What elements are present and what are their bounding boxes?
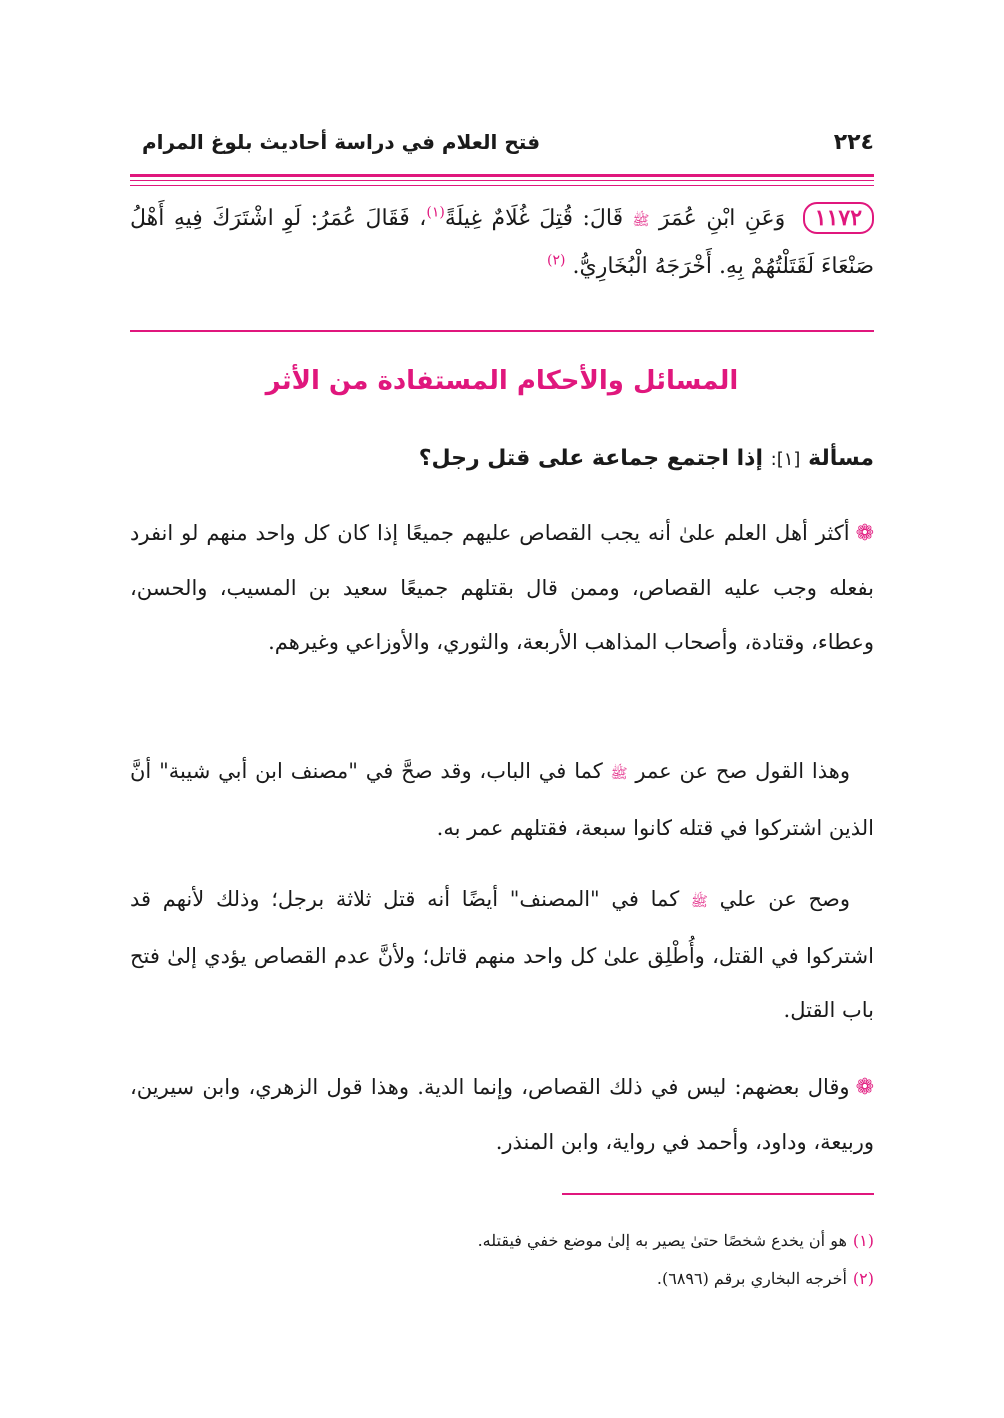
footnote-marker: (١)	[852, 1231, 874, 1250]
paragraph-ali-report	[130, 872, 874, 1037]
issue-label: مسألة	[808, 446, 874, 471]
paragraph-majority-view	[130, 506, 874, 669]
header-rule-thin	[130, 180, 874, 181]
flower-bullet-icon: ❁	[855, 521, 874, 546]
issue-heading	[130, 446, 874, 471]
page-header	[130, 128, 874, 168]
page-number: ٢٢٤	[833, 130, 874, 155]
footnote-divider	[562, 1193, 874, 1195]
hadith-text-b: قَالَ: قُتِلَ غُلَامٌ غِيلَةً	[444, 206, 624, 231]
paragraph-text: وصح عن علي	[719, 887, 850, 911]
honorific-glyph: ﷺ	[690, 894, 708, 910]
section-divider	[130, 330, 874, 332]
footnote-text: أخرجه البخاري برقم (٦٨٩٦).	[656, 1269, 847, 1288]
header-rule-thick	[130, 174, 874, 177]
paragraph-text: أكثر أهل العلم علىٰ أنه يجب القصاص عليهم جميعًا إذا كان كل واحد منهم لو انفرد بفعله وجب عليه القصاص، وممن قال بقتلهم جميعًا سعيد بن المسيب، والحسن، وعطاء، وقتادة، وأصحاب المذاهب الأربعة، والثوري، والأوزاعي وغيرهم.	[130, 521, 874, 654]
footnote-2	[130, 1260, 874, 1298]
footnote-text: هو أن يخدع شخصًا حتىٰ يصير به إلىٰ موضع خفي فيقتله.	[477, 1231, 847, 1250]
hadith-text-c: ، فَقَالَ عُمَرُ: لَوِ اشْتَرَكَ فِيهِ أَهْلُ صَنْعَاءَ لَقَتَلْتُهُمْ بِهِ. أَخْرَجَهُ الْبُخَارِيُّ.	[130, 206, 874, 279]
honorific-glyph: ﷺ	[632, 213, 650, 229]
paragraph-umar-report	[130, 744, 874, 855]
paragraph-text: وهذا القول صح عن عمر	[635, 759, 850, 783]
paragraph-minority-view	[130, 1060, 874, 1169]
paragraph-text: كما في "المصنف" أيضًا أنه قتل ثلاثة برجل؛ وذلك لأنهم قد اشتركوا في القتل، وأُطْلِق علىٰ كل واحد منهم قاتل؛ ولأنَّ عدم القصاص يؤدي إلىٰ فتح باب القتل.	[130, 887, 874, 1022]
book-title: فتح العلام في دراسة أحاديث بلوغ المرام	[142, 130, 541, 154]
paragraph-text: كما في الباب، وقد صحَّ في "مصنف ابن أبي شيبة" أنَّ الذين اشتركوا في قتله كانوا سبعة، فقتلهم عمر به.	[130, 759, 874, 840]
header-rule-lower	[130, 185, 874, 186]
hadith-block	[130, 196, 874, 290]
footnote-marker: (٢)	[852, 1269, 874, 1288]
footnote-ref-1[interactable]: (١)	[426, 204, 445, 221]
honorific-glyph: ﷺ	[610, 766, 628, 782]
hadith-number-badge: ١١٧٢	[803, 202, 874, 234]
hadith-text-a: وَعَنِ ابْنِ عُمَرَ	[658, 206, 786, 231]
footnotes	[130, 1222, 874, 1298]
footnote-ref-2[interactable]: (٢)	[547, 252, 566, 269]
section-heading: المسائل والأحكام المستفادة من الأثر	[265, 366, 739, 396]
issue-title: إذا اجتمع جماعة على قتل رجل؟	[418, 446, 763, 471]
issue-index: [١]:	[770, 449, 801, 470]
flower-bullet-icon: ❁	[855, 1075, 874, 1100]
footnote-1	[130, 1222, 874, 1260]
paragraph-text: وقال بعضهم: ليس في ذلك القصاص، وإنما الدية. وهذا قول الزهري، وابن سيرين، وربيعة، وداود، وأحمد في رواية، وابن المنذر.	[130, 1075, 874, 1154]
